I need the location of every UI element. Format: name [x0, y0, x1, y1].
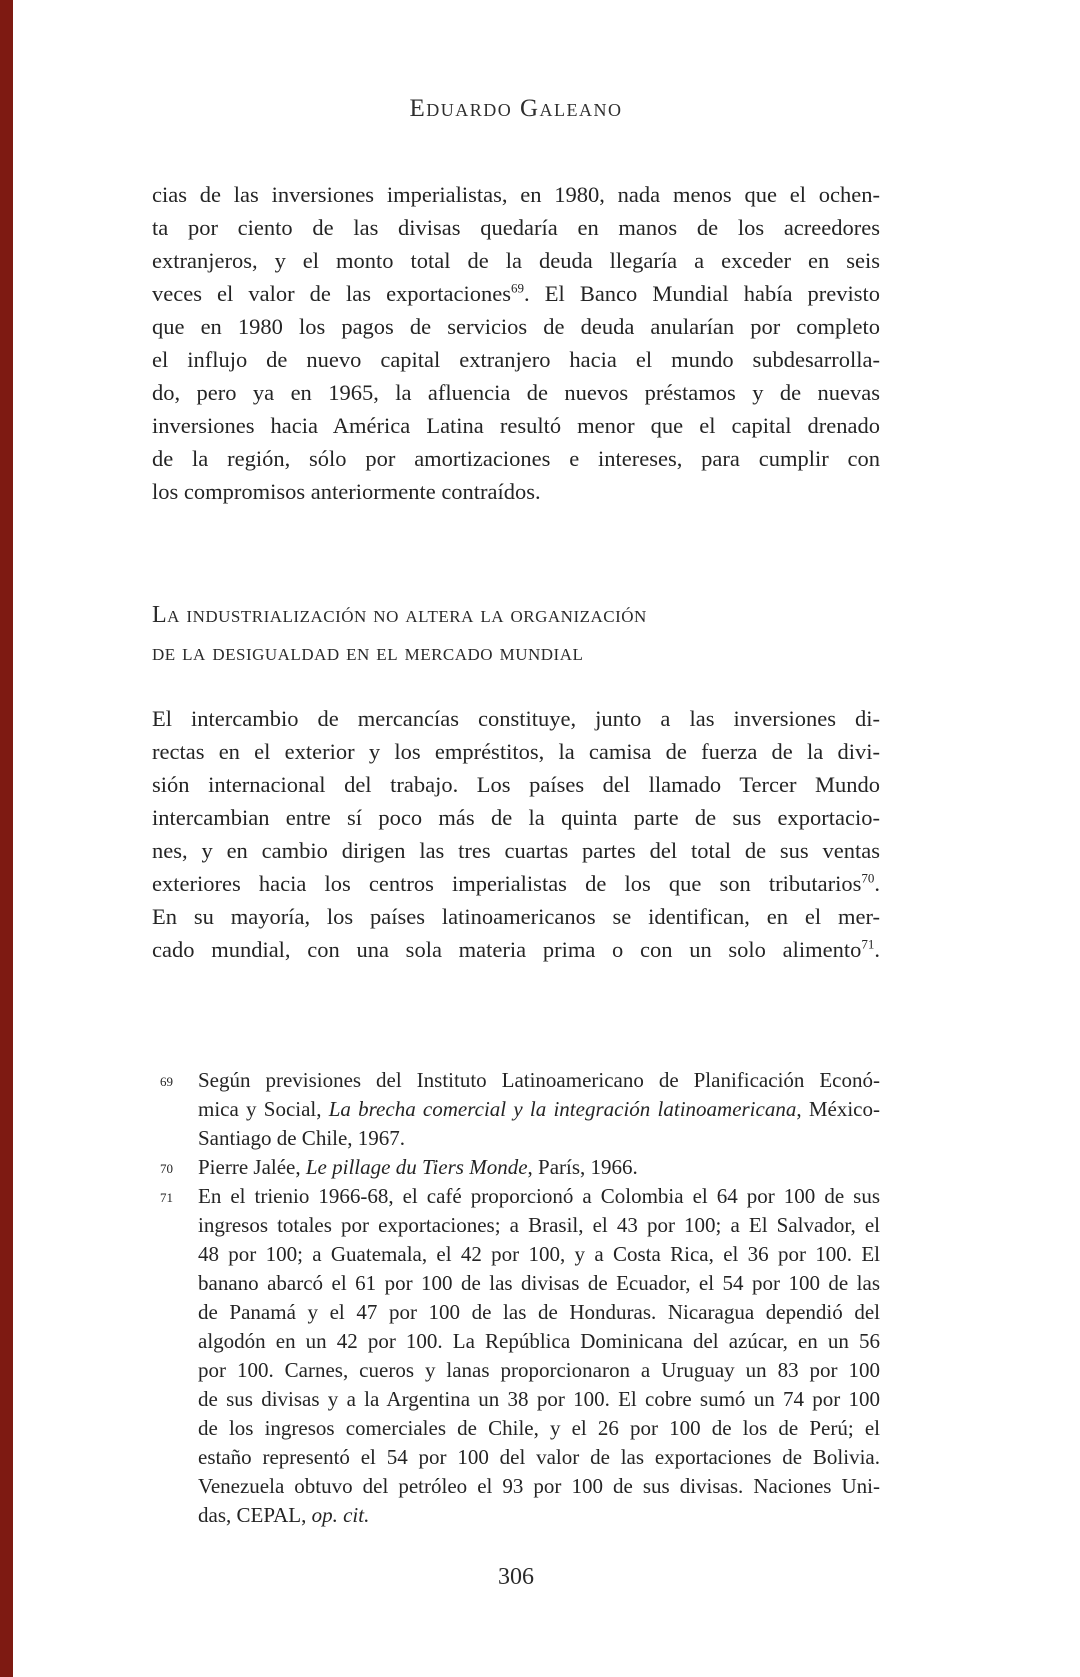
page-number: 306 — [498, 1564, 534, 1590]
text-line: de los ingresos comerciales de Chile, y el 26 por 100 de los de Perú; el — [198, 1416, 880, 1440]
footnote-70 — [152, 1153, 880, 1182]
text-line: de sus divisas y a la Argentina un 38 por 100. El cobre sumó un 74 por 100 — [198, 1387, 880, 1411]
text-line: los compromisos anteriormente contraídos. — [152, 479, 541, 504]
text-line: que en 1980 los pagos de servicios de deuda anularían por completo — [152, 314, 880, 339]
text-line: de la desigualdad en el mercado mundial — [152, 640, 584, 666]
text-line: El intercambio de mercancías constituye, junto a las inversiones di- — [152, 706, 880, 731]
book-spine-edge — [0, 0, 13, 1677]
text-line: exteriores hacia los centros imperialistas de los que son tributarios$^{70}$. — [152, 870, 880, 896]
text-line: por 100. Carnes, cueros y lanas proporcionaron a Uruguay un 83 por 100 — [198, 1358, 880, 1382]
text-line: de Panamá y el 47 por 100 de las de Honduras. Nicaragua dependió del — [198, 1300, 880, 1324]
text-line: En el trienio 1966-68, el café proporcionó a Colombia el 64 por 100 de sus — [198, 1184, 880, 1208]
text-line: el influjo de nuevo capital extranjero hacia el mundo subdesarrolla- — [152, 347, 880, 372]
text-line: Santiago de Chile, 1967. — [198, 1126, 406, 1150]
footnote-number: 70 — [160, 1161, 173, 1176]
footnote-number: 69 — [160, 1074, 173, 1089]
text-line: veces el valor de las exportaciones$^{69}$. El Banco Mundial había previsto — [152, 280, 880, 306]
text-line: ingresos totales por exportaciones; a Brasil, el 43 por 100; a El Salvador, el — [198, 1213, 880, 1237]
text-line: 48 por 100; a Guatemala, el 42 por 100, y a Costa Rica, el 36 por 100. El — [198, 1242, 880, 1266]
text-line: Según previsiones del Instituto Latinoamericano de Planificación Econó- — [198, 1068, 880, 1092]
footnote-69 — [152, 1066, 880, 1153]
footnote-number: 71 — [160, 1190, 173, 1205]
text-line: estaño representó el 54 por 100 del valor de las exportaciones de Bolivia. — [198, 1445, 880, 1469]
text-line: Venezuela obtuvo del petróleo el 93 por 100 de sus divisas. Naciones Uni- — [198, 1474, 880, 1498]
text-line: sión internacional del trabajo. Los países del llamado Tercer Mundo — [152, 772, 880, 797]
text-line: algodón en un 42 por 100. La República Dominicana del azúcar, en un 56 — [198, 1329, 880, 1353]
running-header: Eduardo Galeano — [409, 95, 623, 122]
text-line: Pierre Jalée, Le pillage du Tiers Monde, París, 1966. — [198, 1155, 638, 1179]
section-heading — [152, 596, 880, 672]
text-line: inversiones hacia América Latina resultó menor que el capital drenado — [152, 413, 880, 438]
paragraph-1 — [152, 178, 880, 508]
paragraph-2 — [152, 702, 880, 966]
text-line: cado mundial, con una sola materia prima o con un solo alimento$^{71}$. — [152, 936, 880, 962]
footnote-text — [198, 1153, 880, 1182]
text-line: extranjeros, y el monto total de la deuda llegaría a exceder en seis — [152, 248, 880, 273]
text-line: intercambian entre sí poco más de la quinta parte de sus exportacio- — [152, 805, 880, 830]
text-line: do, pero ya en 1965, la afluencia de nuevos préstamos y de nuevas — [152, 380, 880, 405]
text-line: de la región, sólo por amortizaciones e intereses, para cumplir con — [152, 446, 880, 471]
footnote-text — [198, 1182, 880, 1530]
text-line: En su mayoría, los países latinoamericanos se identifican, en el mer- — [152, 904, 880, 929]
footnote-71 — [152, 1182, 880, 1530]
text-line: rectas en el exterior y los empréstitos, la camisa de fuerza de la divi- — [152, 739, 880, 764]
text-line: nes, y en cambio dirigen las tres cuartas partes del total de sus ventas — [152, 838, 880, 863]
text-line: das, CEPAL, op. cit. — [198, 1503, 370, 1527]
text-line: banano abarcó el 61 por 100 de las divisas de Ecuador, el 54 por 100 de las — [198, 1271, 880, 1295]
footnotes-section — [152, 1066, 880, 1530]
footnote-text — [198, 1066, 880, 1153]
text-line: ta por ciento de las divisas quedaría en manos de los acreedores — [152, 215, 880, 240]
text-line: mica y Social, La brecha comercial y la integración latinoamericana, México- — [198, 1097, 880, 1121]
text-line: cias de las inversiones imperialistas, en 1980, nada menos que el ochen- — [152, 182, 880, 207]
text-line: La industrialización no altera la organización — [152, 602, 647, 628]
